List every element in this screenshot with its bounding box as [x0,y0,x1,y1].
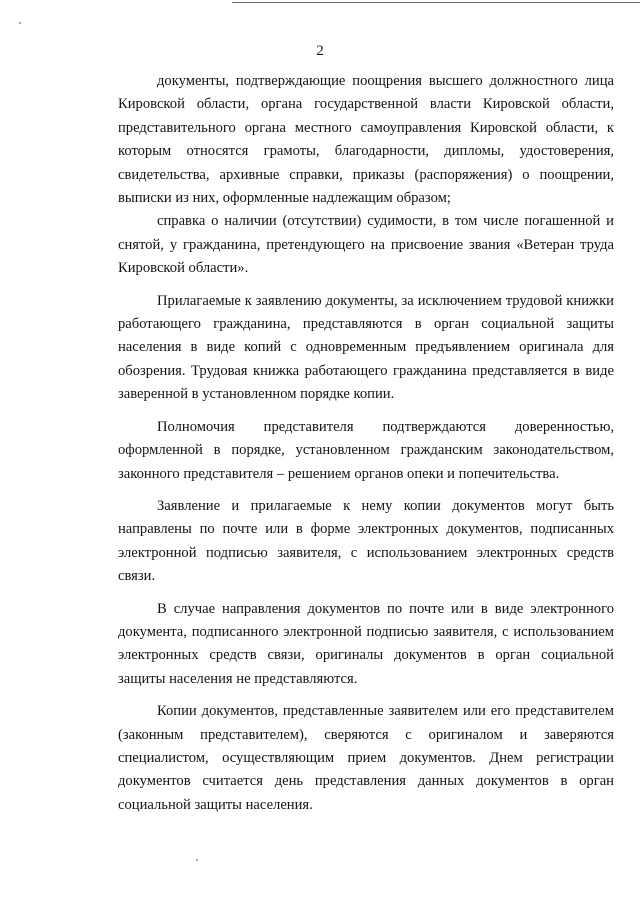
paragraph-submission-methods: Заявление и прилагаемые к нему копии документов могут быть направлены по почте или в форме электронных документов, подписанных электронной подписью заявителя, с использованием электронных средств связи. [118,497,614,585]
paragraph-awards-documents: документы, подтверждающие поощрения высшего должностного лица Кировской области, органа государственной власти Кировской области, представительного органа местного самоуправления Кировской области, к которым относятся грамоты, благодарности, дипломы, удостоверения, свидетельства, архивные справки, приказы (распоряжения) о поощрении, выписки из них, оформленные надлежащим образом; [118,73,614,207]
paragraph-representative-powers: Полномочия представителя подтверждаются доверенностью, оформленной в порядке, установленном гражданским законодательством, законного представителя – решением органов опеки и попечительства. [118,418,614,482]
page-number: 2 [316,43,324,59]
paragraph-copies-verification: Копии документов, представленные заявителем или его представителем (законным представителем), сверяются с оригиналом и заверяются специалистом, осуществляющим прием документов. Днем регистрации документов считается день представления данных документов в орган социальной защиты населения. [118,703,614,813]
paragraph-electronic-submission: В случае направления документов по почте или в виде электронного документа, подписанного электронной подписью заявителя, с использованием электронных средств связи, оригиналы документов в орган социальной защиты населения не представляются. [118,600,614,687]
scan-speck [196,859,198,861]
paragraph-attached-documents: Прилагаемые к заявлению документы, за исключением трудовой книжки работающего гражданина, представляются в орган социальной защиты населения в виде копий с одновременным предъявлением оригинала для обозрения. Трудовая книжка работающего гражданина представляется в виде заверенной в установленном порядке копии. [118,292,614,403]
scan-top-border-line [232,2,640,3]
paragraph-criminal-record-certificate: справка о наличии (отсутствии) судимости, в том числе погашенной и снятой, у гражданина, претендующего на присвоение звания «Ветеран труда Кировской области». [118,213,614,277]
document-body [118,70,614,817]
scan-speck [19,22,21,24]
